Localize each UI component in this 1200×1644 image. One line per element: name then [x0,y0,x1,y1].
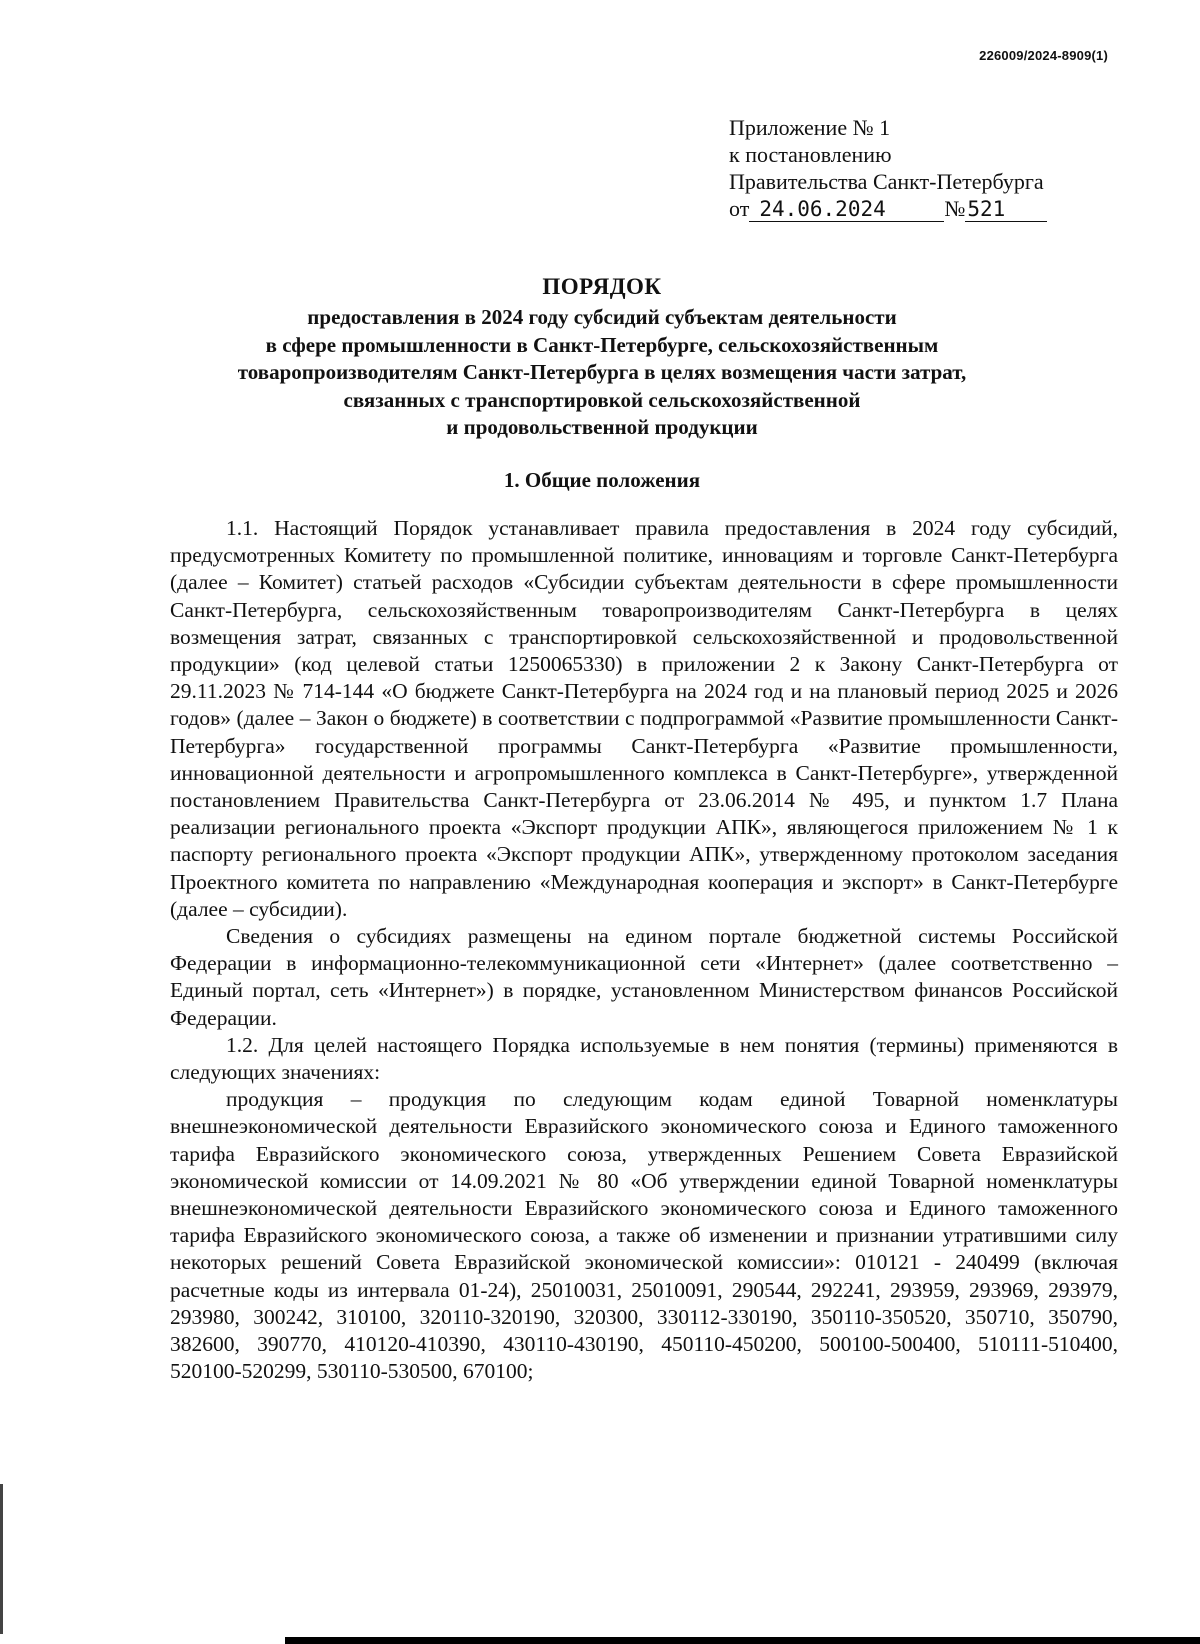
document-registration-number: 226009/2024-8909(1) [979,48,1108,63]
appendix-line-1: Приложение № 1 [729,115,891,140]
title-line-1: предоставления в 2024 году субсидий субъектам деятельности [307,305,897,329]
appendix-line-2: к постановлению [729,142,892,167]
paragraph-product-definition: продукция – продукция по следующим кодам единой Товарной номенклатуры внешнеэкономической деятельности Евразийского экономического союза и Единого таможенного тарифа Евразийского экономического союза, утвержденных Решением Совета Евразийской экономической комиссии от 14.09.2021 № 80 «Об утверждении единой Товарной номенклатуры внешнеэкономической деятельности Евразийского экономического союза и Единого таможенного тарифа Евразийского экономического союза, а также об изменении и признании утратившими силу некоторых решений Совета Евразийской экономической комиссии»: 010121 - 240499 (включая расчетные коды из интервала 01-24), 25010031, 25010091, 290544, 292241, 293959, 293969, 293979, 293980, 300242, 310100, 320110-320190, 320300, 330112-330190, 350110-350520, 350710, 350790, 382600, 390770, 410120-410390, 430110-430190, 450110-450200, 500100-500400, 510111-510400, 520100-520299, 530110-530500, 670100; [170,1087,1118,1384]
scan-bottom-edge [285,1637,1200,1644]
title-line-4: связанных с транспортировкой сельскохозяйственной [343,387,861,412]
document-title: ПОРЯДОК [542,274,662,299]
title-line-2: в сфере промышленности в Санкт-Петербурге, сельскохозяйственным [265,332,939,357]
paragraph-subsidy-info: Сведения о субсидиях размещены на едином портале бюджетной системы Российской Федерации в информационно-телекоммуникационной сети «Интернет» (далее соответственно – Единый портал, сеть «Интернет») в порядке, установленном Министерством финансов Российской Федерации. [170,924,1118,1030]
section-heading: 1. Общие положения [503,468,701,492]
scan-edge-mark [0,1484,3,1634]
paragraph-1-1: 1.1. Настоящий Порядок устанавливает правила предоставления в 2024 году субсидий, предусмотренных Комитету по промышленной политике, инновациям и торговле Санкт-Петербурга (далее – Комитет) статьей расходов «Субсидии субъектам деятельности в сфере промышленности Санкт-Петербурга, сельскохозяйственным товаропроизводителям Санкт-Петербурга в целях возмещения затрат, связанных с транспортировкой сельскохозяйственной и продовольственной продукции» (код целевой статьи 1250065330) в приложении 2 к Закону Санкт-Петербурга от 29.11.2023 № 714-144 «О бюджете Санкт-Петербурга на 2024 год и на плановый период 2025 и 2026 годов» (далее – Закон о бюджете) в соответствии с подпрограммой «Развитие промышленности Санкт-Петербурга» государственной программы Санкт-Петербурга «Развитие промышленности, инновационной деятельности и агропромышленного комплекса в Санкт-Петербурге», утвержденной постановлением Правительства Санкт-Петербурга от 23.06.2014 № 495, и пунктом 1.7 Плана реализации регионального проекта «Экспорт продукции АПК», являющегося приложением № 1 к паспорту регионального проекта «Экспорт продукции АПК», утвержденному протоколом заседания Проектного комитета по направлению «Международная кооперация и экспорт» в Санкт-Петербурге (далее – субсидии). [170,516,1118,921]
number-prefix: № [944,196,966,221]
appendix-block [729,114,1089,222]
document-title-block [140,272,1064,442]
title-line-5: и продовольственной продукции [446,415,758,439]
title-line-3: товаропроизводителям Санкт-Петербурга в целях возмещения части затрат, [237,360,967,384]
paragraph-1-2: 1.2. Для целей настоящего Порядка используемые в нем понятия (термины) применяются в следующих значениях: [170,1032,1118,1085]
appendix-line-3: Правительства Санкт-Петербурга [729,169,1044,194]
appendix-date-line [729,195,1089,222]
date-prefix: от [729,196,750,221]
section-body [170,515,1118,1386]
resolution-date: 24.06.2024 [749,197,944,222]
resolution-number: 521 [965,197,1047,222]
